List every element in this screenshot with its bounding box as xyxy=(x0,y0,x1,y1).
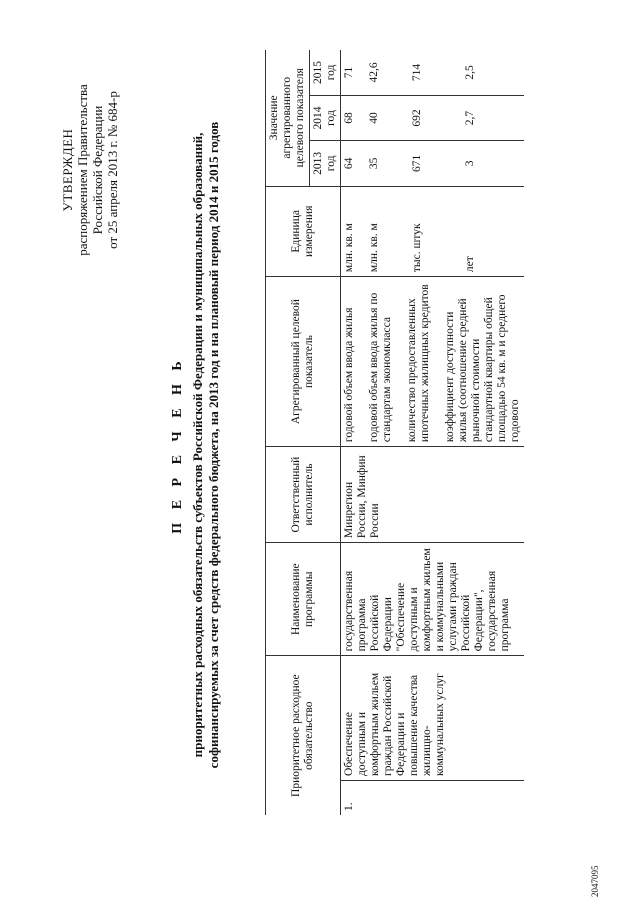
approval-line-2: Российской Федерации xyxy=(90,105,105,235)
value-2014: 2,7 xyxy=(464,110,476,126)
indicator-name: количество предоставленных ипотечных жилищных кредитов xyxy=(406,284,431,443)
table-row xyxy=(341,50,525,815)
value-2015: 42,6 xyxy=(368,62,380,83)
value-2013: 64 xyxy=(343,157,355,170)
header-year-2013: 2013 год xyxy=(310,141,341,186)
indicator-name: коэффициент доступности жилья (соотношение средней рыночной стоимости стандартной квартиры общей площадью 54 кв. м и среднего годового xyxy=(444,294,521,443)
indicator-name: годовой объем ввода жилья xyxy=(343,307,355,443)
obligations-table xyxy=(265,50,524,815)
row-units xyxy=(341,186,525,277)
header-obligation: Приоритетное расходное обязательство xyxy=(266,656,341,815)
row-indicators xyxy=(341,277,525,447)
document-number: 2047095 xyxy=(590,865,600,897)
value-2015: 71 xyxy=(343,66,355,79)
indicator-name: годовой объем ввода жилья по стандартам экономкласса xyxy=(368,292,393,443)
value-2015: 2,5 xyxy=(464,65,476,80)
approval-line-3: от 25 апреля 2013 г. № 684-р xyxy=(105,91,120,249)
value-2014: 692 xyxy=(411,109,423,127)
row-program: государственная программа Российской Федерации "Обеспечение доступным и комфортным жильем и коммунальными услугами граждан Российской Федерации", государственная программа xyxy=(341,543,525,656)
approval-line-1: распоряжением Правительства xyxy=(75,84,90,256)
row-number: 1. xyxy=(343,802,355,811)
row-executor: Минрегион России, Минфин России xyxy=(341,447,525,543)
value-2013: 671 xyxy=(411,154,423,172)
value-2014: 68 xyxy=(343,112,355,124)
row-obligation: Обеспечение доступным и комфортным жильем граждан Российской Федерации и повышение качества жилищно-коммунальных услуг xyxy=(341,656,525,781)
row-values-2014 xyxy=(341,95,525,140)
heading-line-1: приоритетных расходных обязательств субъектов Российской Федерации и муниципальных образований, xyxy=(190,132,205,758)
header-executor: Ответственный исполнитель xyxy=(266,447,341,543)
indicator-unit: млн. кв. м xyxy=(343,223,355,273)
value-2015: 714 xyxy=(411,63,423,82)
header-year-2014: 2014 год xyxy=(310,95,341,140)
row-values-2015 xyxy=(341,50,525,95)
indicator-unit: лет xyxy=(464,256,476,273)
heading-title: П Е Р Е Ч Е Н Ь xyxy=(170,356,185,534)
value-2014: 40 xyxy=(368,112,380,124)
approval-title: УТВЕРЖДЕН xyxy=(60,128,75,212)
row-values-2013 xyxy=(341,141,525,186)
header-program: Наименование программы xyxy=(266,543,341,656)
indicator-unit: млн. кв. м xyxy=(368,223,380,273)
value-2013: 3 xyxy=(464,160,476,167)
approval-stamp xyxy=(60,40,120,300)
header-indicator: Агрегированный целевой показатель xyxy=(266,277,341,447)
heading-line-2: софинансируемых за счет средств федерального бюджета, на 2013 год и на плановый период 2014 и 2015 годов xyxy=(206,121,221,769)
header-year-2015: 2015 год xyxy=(310,50,341,95)
indicator-unit: тыс. штук xyxy=(411,223,423,273)
document-heading xyxy=(170,55,222,835)
header-unit: Единица измерения xyxy=(266,186,341,277)
header-value-group: Значение агрегированного целевого показателя xyxy=(266,50,310,186)
value-2013: 35 xyxy=(368,157,380,170)
